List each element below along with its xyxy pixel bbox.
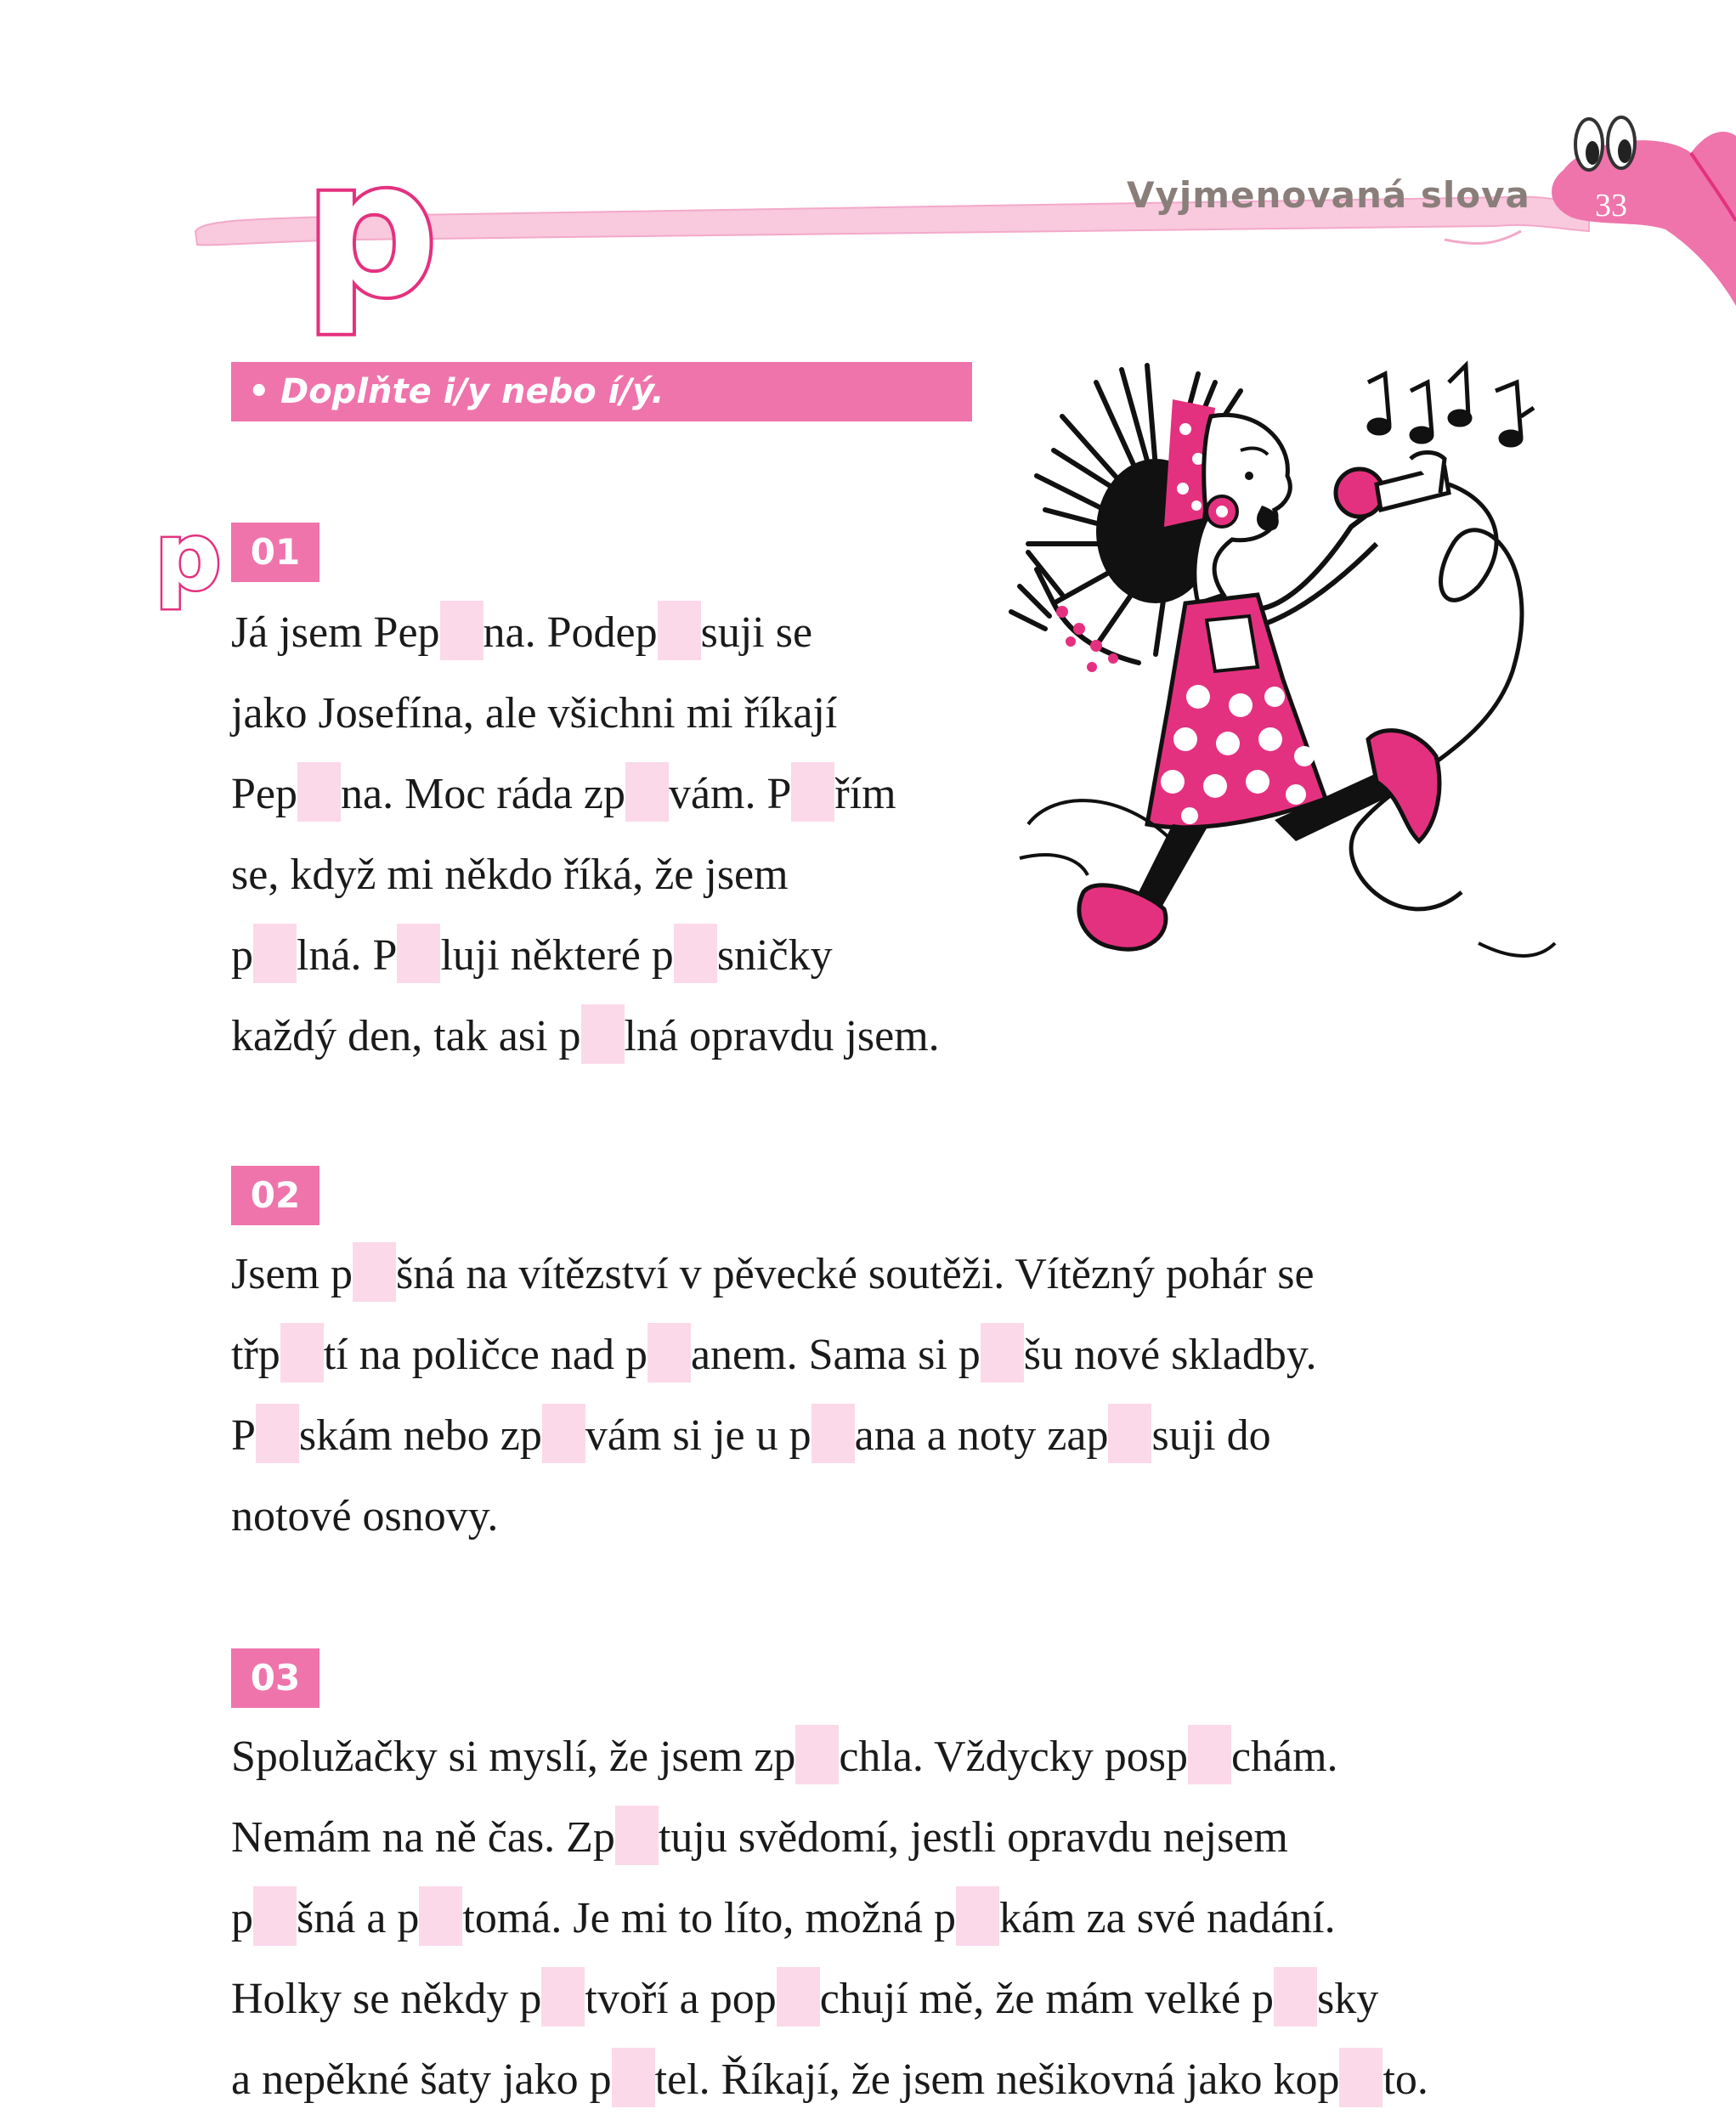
instruction-bar [231, 362, 972, 421]
text-segment: sky [1316, 1975, 1379, 2023]
fill-in-blank[interactable] [440, 601, 483, 660]
text-segment: tomá. Je mi to líto, možná p [462, 1894, 956, 1942]
text-segment: kám za své nadání. [999, 1894, 1336, 1942]
text-segment: šná a p [297, 1894, 420, 1942]
text-line [231, 592, 940, 673]
exercise-paragraph [231, 592, 940, 1077]
text-segment: Pep [231, 770, 297, 818]
fill-in-blank[interactable] [811, 1404, 855, 1463]
fill-in-blank[interactable] [981, 1323, 1024, 1382]
text-line [231, 915, 940, 996]
text-line [231, 754, 940, 834]
text-segment: suji do [1151, 1411, 1271, 1460]
fill-in-blank[interactable] [647, 1323, 691, 1382]
text-line [231, 1476, 1317, 1557]
text-line [231, 1878, 1428, 1959]
fill-in-blank[interactable] [253, 924, 297, 983]
exercise-number: 01 [231, 523, 319, 582]
text-segment: a nepěkné šaty jako p [231, 2055, 612, 2104]
text-line [231, 834, 940, 915]
fill-in-blank[interactable] [795, 1725, 839, 1784]
text-line [231, 996, 940, 1077]
text-line [231, 2039, 1428, 2120]
text-segment: Jsem p [231, 1250, 353, 1298]
text-segment: lná. P [297, 931, 398, 980]
fill-in-blank[interactable] [658, 601, 701, 660]
header-letter: p [304, 121, 438, 338]
text-line [231, 1314, 1317, 1395]
text-segment: suji se [700, 608, 813, 657]
text-segment: sničky [716, 931, 833, 980]
fill-in-blank[interactable] [674, 924, 717, 983]
fill-in-blank[interactable] [1108, 1404, 1151, 1463]
fill-in-blank[interactable] [542, 1404, 585, 1463]
text-line [231, 1234, 1317, 1314]
fill-in-blank[interactable] [581, 1004, 625, 1064]
fill-in-blank[interactable] [615, 1806, 659, 1865]
exercise-paragraph [231, 1716, 1428, 2120]
text-segment: šná na vítězství v pěvecké soutěži. Vítězný pohár se [396, 1250, 1315, 1298]
exercise-number: 02 [231, 1166, 319, 1225]
fill-in-blank[interactable] [625, 762, 669, 822]
text-line [231, 1797, 1428, 1878]
fill-in-blank[interactable] [956, 1886, 999, 1946]
text-segment: p [231, 931, 253, 980]
header-title: Vyjmenovaná slova [1127, 174, 1530, 216]
fill-in-blank[interactable] [297, 762, 341, 822]
text-segment: každý den, tak asi p [231, 1012, 581, 1060]
text-segment: luji některé p [440, 931, 674, 980]
text-segment: řím [834, 770, 896, 818]
text-segment: to. [1383, 2055, 1428, 2104]
bullet-icon: • [248, 372, 270, 411]
text-line [231, 673, 940, 754]
fill-in-blank[interactable] [256, 1404, 299, 1463]
side-letter: p [155, 502, 222, 611]
text-segment: P [231, 1411, 256, 1460]
text-segment: anem. Sama si p [690, 1331, 981, 1379]
exercise-paragraph [231, 1234, 1317, 1557]
fill-in-blank[interactable] [253, 1886, 297, 1946]
text-segment: Holky se někdy p [231, 1975, 542, 2023]
fill-in-blank[interactable] [1188, 1725, 1231, 1784]
text-line [231, 1959, 1428, 2039]
text-segment: Nemám na ně čas. Zp [231, 1813, 615, 1862]
text-segment: Já jsem Pep [231, 608, 440, 657]
fill-in-blank[interactable] [397, 924, 440, 983]
fill-in-blank[interactable] [791, 762, 834, 822]
exercise-number: 03 [231, 1648, 319, 1708]
text-segment: tí na poličce nad p [323, 1331, 647, 1379]
fill-in-blank[interactable] [1274, 1967, 1317, 2027]
text-segment: tel. Říkají, že jsem nešikovná jako kop [654, 2055, 1340, 2104]
text-segment: jako Josefína, ale všichni mi říkají [231, 689, 838, 738]
fill-in-blank[interactable] [280, 1323, 324, 1382]
text-segment: chám. [1230, 1733, 1338, 1781]
text-segment: chují mě, že mám velké p [819, 1975, 1274, 2023]
text-segment: šu nové skladby. [1023, 1331, 1317, 1379]
text-line [231, 1395, 1317, 1476]
text-segment: p [231, 1894, 253, 1942]
fill-in-blank[interactable] [353, 1242, 396, 1302]
singing-girl-illustration [1003, 348, 1572, 994]
text-segment: třp [231, 1331, 280, 1379]
text-segment: vám. P [668, 770, 792, 818]
page-number: 33 [1595, 188, 1627, 223]
fill-in-blank[interactable] [541, 1967, 585, 2027]
text-segment: notové osnovy. [231, 1492, 499, 1541]
text-line [231, 1716, 1428, 1797]
text-segment: lná opravdu jsem. [624, 1012, 940, 1060]
text-segment: tuju svědomí, jestli opravdu nejsem [658, 1813, 1288, 1862]
text-segment: skám nebo zp [298, 1411, 542, 1460]
fill-in-blank[interactable] [777, 1967, 820, 2027]
instruction-text: Doplňte i/y nebo í/ý. [280, 372, 664, 411]
text-segment: chla. Vždycky posp [839, 1733, 1188, 1781]
text-segment: se, když mi někdo říká, že jsem [231, 851, 789, 899]
text-segment: Spolužačky si myslí, že jsem zp [231, 1733, 796, 1781]
text-segment: na. Moc ráda zp [341, 770, 625, 818]
fill-in-blank[interactable] [1339, 2048, 1383, 2107]
text-segment: vám si je u p [585, 1411, 811, 1460]
text-segment: ana a noty zap [854, 1411, 1109, 1460]
fill-in-blank[interactable] [419, 1886, 462, 1946]
text-segment: na. Podep [483, 608, 658, 657]
text-segment: tvoří a pop [585, 1975, 777, 2023]
fill-in-blank[interactable] [612, 2048, 655, 2107]
